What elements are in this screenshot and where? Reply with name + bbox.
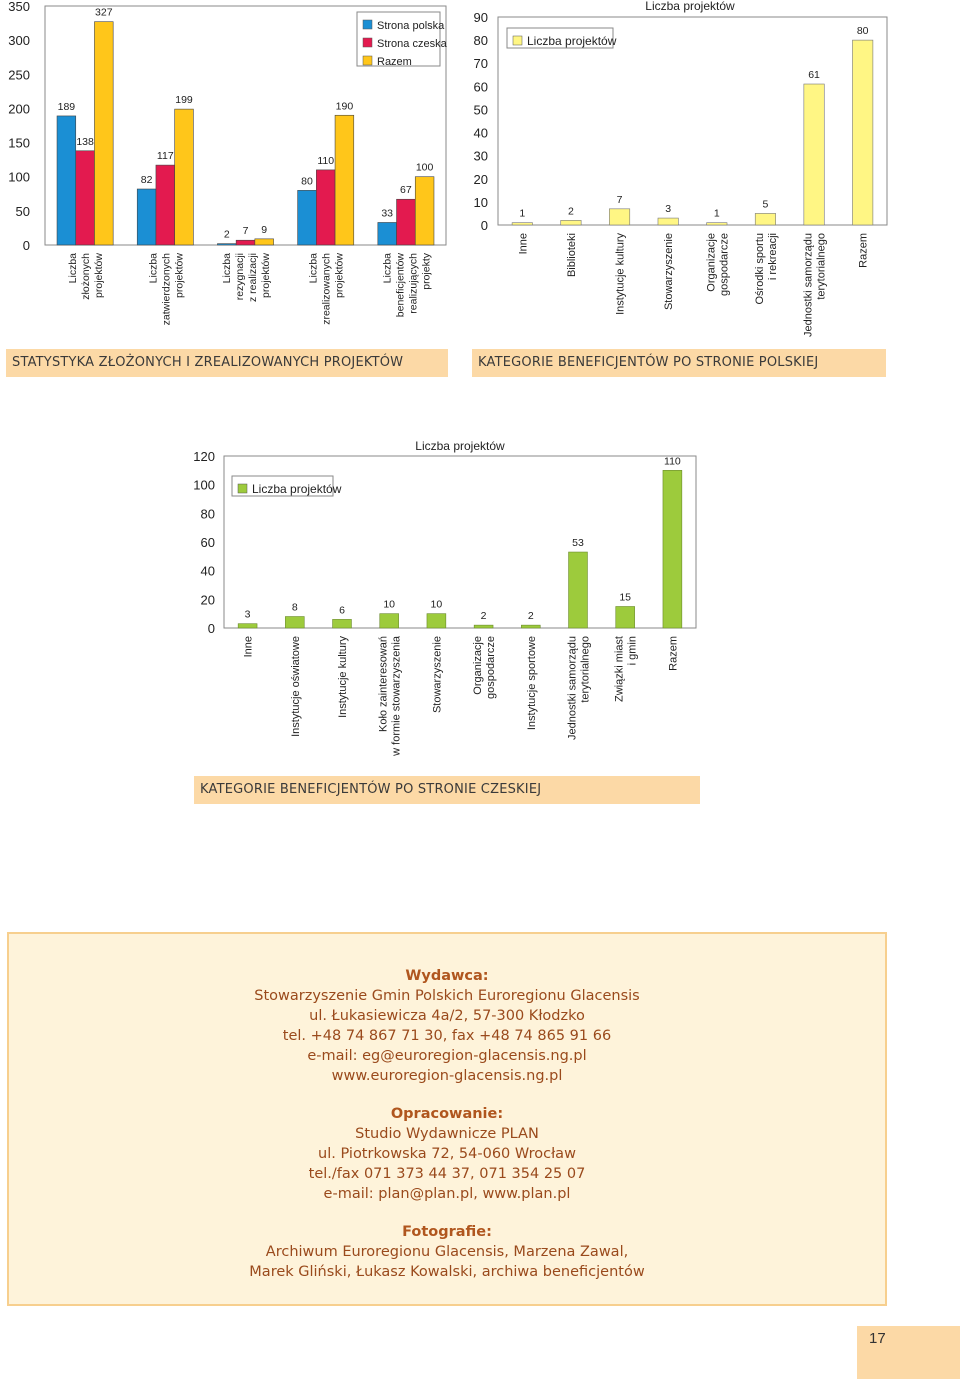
y-tick-label: 50 <box>473 102 488 118</box>
bar <box>512 223 532 225</box>
y-tick-label: 40 <box>473 125 488 141</box>
editing-contact: e-mail: plan@plan.pl, www.plan.pl <box>323 1186 571 1202</box>
bar <box>755 213 775 225</box>
category-label: Instytucje kultury <box>337 636 349 718</box>
legend-label: Strona czeska <box>377 38 447 50</box>
bar <box>521 625 540 628</box>
category-label: Liczba <box>381 253 394 284</box>
bar <box>663 470 682 628</box>
bar-value-label: 189 <box>57 100 76 113</box>
publisher-heading: Wydawca: <box>405 968 489 984</box>
bar <box>236 240 255 245</box>
editing-line: Studio Wydawnicze PLAN <box>355 1126 539 1142</box>
category-label: projektów <box>173 253 186 298</box>
y-tick-label: 60 <box>473 79 488 95</box>
photos-line: Archiwum Euroregionu Glacensis, Marzena Zawal, <box>265 1244 629 1260</box>
y-tick-label: 70 <box>473 56 488 72</box>
bar-value-label: 138 <box>76 135 94 148</box>
category-label: Instytucje oświatowe <box>289 636 302 737</box>
y-tick-label: 150 <box>8 135 30 151</box>
category-label: Jednostki samorządu <box>802 233 815 337</box>
bar-value-label: 1 <box>713 207 720 220</box>
bar-value-label: 327 <box>95 6 113 19</box>
category-label: Jednostki samorządu <box>566 636 579 740</box>
category-label: beneficjentów <box>394 253 407 318</box>
bar-value-label: 1 <box>519 207 526 220</box>
bar <box>333 619 352 628</box>
category-label: Organizacje <box>705 233 718 292</box>
category-label: projektów <box>93 253 106 298</box>
czech-beneficiaries-bar-chart <box>180 436 720 766</box>
bar <box>76 151 95 245</box>
bar <box>255 239 274 245</box>
bar-value-label: 9 <box>261 223 268 236</box>
bar <box>474 625 493 628</box>
bar-value-label: 80 <box>301 175 313 188</box>
category-label: gospodarcze <box>718 233 731 296</box>
legend-label: Liczba projektów <box>527 34 617 48</box>
y-tick-label: 90 <box>473 10 488 25</box>
publisher-line: ul. Łukasiewicza 4a/2, 57-300 Kłodzko <box>309 1008 585 1024</box>
category-label: Liczba <box>307 253 320 284</box>
photos-line: Marek Gliński, Łukasz Kowalski, archiwa beneficjentów <box>249 1264 645 1280</box>
bar-value-label: 67 <box>400 184 412 197</box>
editing-line: ul. Piotrkowska 72, 54-060 Wrocław <box>318 1146 576 1162</box>
category-label: projekty <box>420 253 433 290</box>
y-tick-label: 30 <box>473 148 488 164</box>
bar-value-label: 2 <box>223 228 230 241</box>
category-label: Inne <box>242 636 255 658</box>
y-tick-label: 50 <box>15 203 30 219</box>
category-label: projektów <box>333 253 346 298</box>
bar <box>707 223 727 225</box>
category-label: Instytucje kultury <box>614 233 627 315</box>
polish-section-title: KATEGORIE BENEFICJENTÓW PO STRONIE POLSKIEJ <box>472 349 886 377</box>
y-tick-label: 0 <box>480 218 488 233</box>
bar-value-label: 61 <box>808 69 820 82</box>
bar <box>804 84 824 225</box>
category-label: w formie stowarzyszenia <box>390 636 403 756</box>
category-label: zatwierdzonych <box>160 253 173 326</box>
legend-swatch <box>513 36 522 45</box>
category-label: i rekreacji <box>766 233 779 281</box>
bar-value-label: 5 <box>762 198 769 211</box>
legend-swatch <box>238 484 247 493</box>
bar <box>561 220 581 225</box>
category-label: Razem <box>667 636 680 671</box>
category-label: terytorialnego <box>815 233 828 300</box>
credits-box <box>7 932 887 1306</box>
category-label: gospodarcze <box>485 636 498 699</box>
y-tick-label: 0 <box>22 238 30 253</box>
category-label: realizujących <box>407 253 420 314</box>
category-label: z realizacji <box>247 253 259 303</box>
editing-heading: Opracowanie: <box>390 1106 504 1122</box>
bar-value-label: 8 <box>291 601 298 614</box>
category-label: złożonych <box>80 253 93 300</box>
legend-label: Razem <box>377 56 412 68</box>
bar <box>238 624 257 628</box>
bar-value-label: 7 <box>616 193 623 206</box>
category-label: Liczba <box>67 253 80 284</box>
bar-value-label: 2 <box>480 610 487 623</box>
bar-value-label: 110 <box>664 455 681 468</box>
bar <box>609 209 629 225</box>
stats-section-title: STATYSTYKA ZŁOŻONYCH I ZREALIZOWANYCH PROJEKTÓW <box>6 349 448 377</box>
category-label: i gmin <box>626 636 639 666</box>
category-label: Związki miast <box>613 636 626 703</box>
y-tick-label: 200 <box>8 101 30 117</box>
category-label: Organizacje <box>472 636 485 695</box>
photos-heading: Fotografie: <box>402 1224 492 1240</box>
bar <box>175 109 194 245</box>
bar <box>658 218 678 225</box>
bar <box>569 552 588 628</box>
bar-value-label: 117 <box>156 150 174 163</box>
category-label: Instytucje sportowe <box>525 636 538 731</box>
bar <box>137 189 156 245</box>
czech-section-title: KATEGORIE BENEFICJENTÓW PO STRONIE CZESKIEJ <box>194 776 700 804</box>
bar <box>316 170 335 245</box>
bar <box>94 22 113 245</box>
bar-value-label: 3 <box>665 203 672 216</box>
category-label: Stowarzyszenie <box>431 636 444 714</box>
y-tick-label: 40 <box>200 563 215 579</box>
legend-swatch <box>363 56 372 65</box>
bar-value-label: 10 <box>383 598 396 611</box>
y-tick-label: 10 <box>473 194 488 210</box>
bar-value-label: 7 <box>242 225 249 238</box>
publisher-line: Stowarzyszenie Gmin Polskich Euroregionu Glacensis <box>254 988 640 1004</box>
bar-value-label: 100 <box>415 161 434 174</box>
bar-value-label: 199 <box>175 94 193 107</box>
bar-value-label: 110 <box>317 154 335 167</box>
stats-bar-chart <box>0 0 460 340</box>
bar <box>285 617 304 628</box>
y-tick-label: 60 <box>200 535 215 550</box>
category-label: Inne <box>517 233 530 255</box>
category-label: Razem <box>857 233 870 268</box>
bar <box>415 177 434 245</box>
bar-value-label: 53 <box>572 537 584 550</box>
bar <box>335 115 354 245</box>
polish-beneficiaries-bar-chart <box>460 0 960 345</box>
chart-title: Liczba projektów <box>415 439 505 453</box>
bar <box>397 199 416 245</box>
bar <box>57 116 76 245</box>
category-label: Biblioteki <box>565 233 578 278</box>
category-label: projektów <box>260 253 272 298</box>
y-tick-label: 100 <box>8 169 30 185</box>
legend-label: Strona polska <box>377 20 445 32</box>
bar-value-label: 15 <box>619 591 632 604</box>
category-label: Liczba <box>221 253 233 284</box>
y-tick-label: 350 <box>8 0 30 14</box>
bar-value-label: 33 <box>381 207 394 220</box>
legend-swatch <box>363 20 372 29</box>
y-tick-label: 0 <box>207 621 215 636</box>
category-label: Liczba <box>147 253 160 284</box>
y-tick-label: 20 <box>473 171 488 187</box>
category-label: rezygnacji <box>234 253 246 301</box>
category-label: zrealizowanych <box>320 253 333 325</box>
bar-value-label: 190 <box>335 100 354 113</box>
y-tick-label: 80 <box>200 506 215 522</box>
publisher-email: e-mail: eg@euroregion-glacensis.ng.pl <box>307 1048 587 1064</box>
y-tick-label: 100 <box>193 477 215 493</box>
bar <box>217 244 236 245</box>
legend-label: Liczba projektów <box>252 482 342 496</box>
bar <box>378 222 397 245</box>
editing-line: tel./fax 071 373 44 37, 071 354 25 07 <box>308 1166 586 1182</box>
bar <box>427 614 446 628</box>
publisher-line: tel. +48 74 867 71 30, fax +48 74 865 91 66 <box>282 1028 612 1044</box>
category-label: terytorialnego <box>579 636 592 703</box>
y-tick-label: 250 <box>8 67 30 83</box>
bar-value-label: 6 <box>339 604 345 617</box>
y-tick-label: 120 <box>193 449 215 464</box>
chart-title: Liczba projektów <box>645 0 735 13</box>
bar-value-label: 10 <box>430 598 443 611</box>
bar <box>852 40 872 225</box>
category-label: Koło zainteresowań <box>377 636 390 733</box>
bar <box>156 165 175 245</box>
category-label: Ośrodki sportu <box>753 233 766 305</box>
y-tick-label: 20 <box>200 592 215 608</box>
bar-value-label: 82 <box>140 174 153 187</box>
bar <box>616 607 635 629</box>
bar-value-label: 2 <box>568 205 574 218</box>
bar-value-label: 80 <box>856 25 869 38</box>
bar <box>380 614 399 628</box>
y-tick-label: 80 <box>473 33 488 49</box>
legend-swatch <box>363 38 372 47</box>
publisher-website: www.euroregion-glacensis.ng.pl <box>331 1068 563 1084</box>
bar <box>298 190 317 245</box>
page-number: 17 <box>857 1326 960 1379</box>
category-label: Stowarzyszenie <box>663 233 676 311</box>
bar-value-label: 2 <box>527 610 534 623</box>
y-tick-label: 300 <box>8 33 30 49</box>
bar-value-label: 3 <box>244 608 251 621</box>
